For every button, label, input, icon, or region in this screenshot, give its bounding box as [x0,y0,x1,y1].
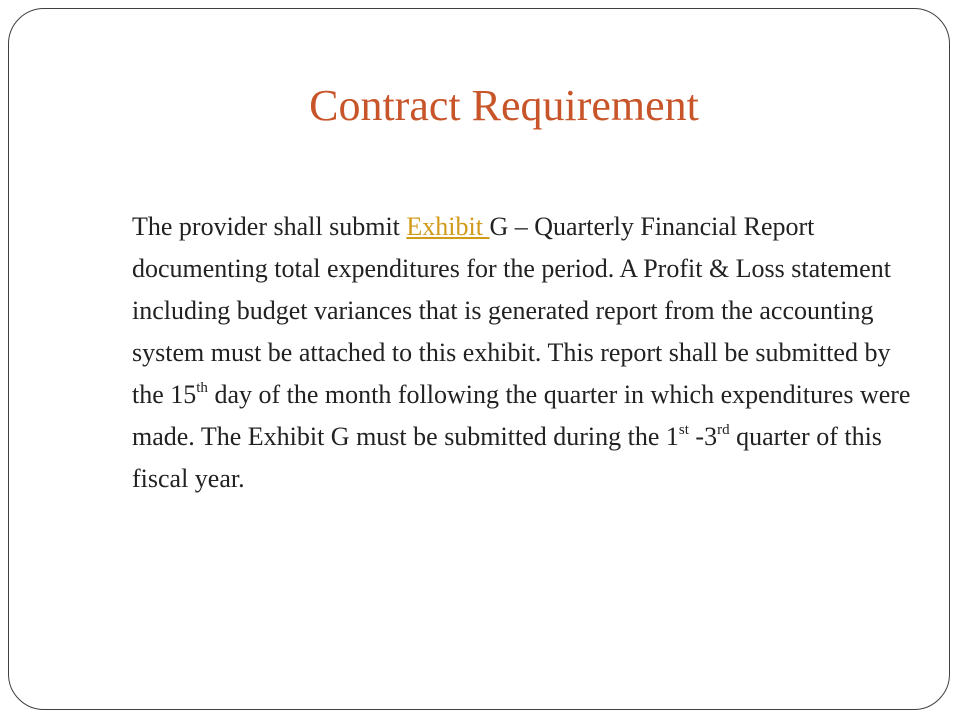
body-text-part-3: day of the month following the quarter in which expenditures were made. The Exhibit G must be submitted during the 1 [132,380,911,451]
superscript-rd: rd [717,422,730,438]
body-text-part-5: quarter of this fiscal year. [132,422,882,493]
exhibit-link[interactable]: Exhibit [406,212,490,241]
slide-body [132,206,922,500]
body-paragraph [132,206,922,500]
body-text-part-1: The provider shall submit [132,212,407,241]
slide-title: Contract Requirement [309,81,699,130]
body-text-part-4: -3 [688,422,718,451]
body-text-part-2: G – Quarterly Financial Report documenting total expenditures for the period. A Profit & Loss statement including budget variances that is generated report from the accounting system must be attached to this exhibit. This report shall be submitted by the 15 [132,212,891,409]
superscript-th: th [196,380,208,396]
superscript-st: st [678,422,689,438]
